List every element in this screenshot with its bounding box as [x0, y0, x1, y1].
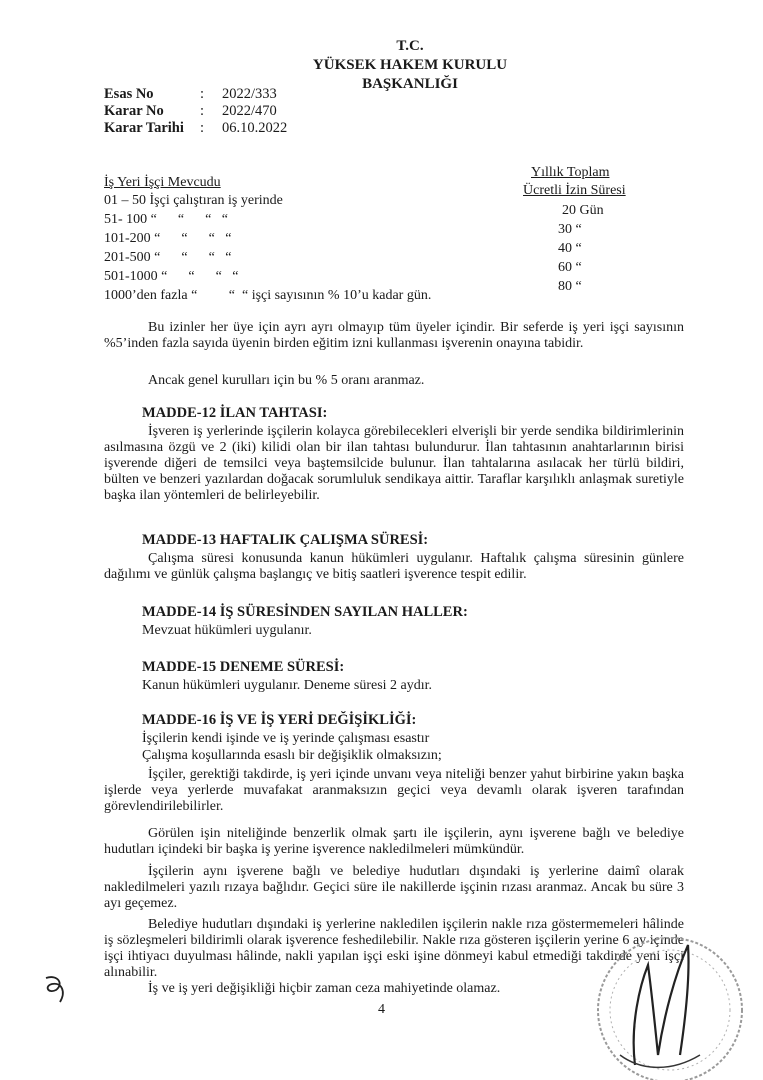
paragraph-education-leave: [104, 320, 684, 352]
table-row-days: 80 “: [558, 279, 582, 294]
paragraph-text: Bu izinler her üye için ayrı ayrı olmayıp tüm üyeler içindir. Bir seferde iş yeri işçi sayısının %5’inden fazla sayıda üyenin birden eğitim izni kullanması işverenin onayına tabidir.: [104, 320, 684, 351]
table-row-range: 101-200 “ “ “ “: [104, 231, 232, 246]
meta-karar: Karar No : 2022/470: [104, 103, 277, 119]
meta-esas-value: 2022/333: [222, 86, 277, 102]
table-row-days: 60 “: [558, 260, 582, 275]
paragraph-text: Ancak genel kurulları için bu % 5 oranı aranmaz.: [148, 373, 425, 388]
margin-initial-icon: [38, 972, 78, 1006]
table-row-range: 01 – 50 İşçi çalıştıran iş yerinde: [104, 193, 283, 208]
table-row-range: 501-1000 “ “ “ “: [104, 269, 239, 284]
paragraph-text: İşveren iş yerlerinde işçilerin kolayca görebilecekleri elverişli bir yerde sendika bildirimlerinin asılmasına özgü ve 2 (iki) kilidi olan bir ilan tahtası bulundurur. İlan tahtasının anahtarlarının birisi işverende diğeri de temsilci veya baştemsilcide bulunur. İlan tahtalarına asılacak her türlü bildiri, bülten ve benzeri yazılardan doğacak sorumluluk sendikaya aittir. Taraflar karşılıklı anlaşmak suretiyle başka ilan yöntemleri de belirleyebilir.: [104, 424, 684, 503]
meta-esas: Esas No : 2022/333: [104, 86, 277, 102]
article-12-text: [104, 424, 684, 504]
table-row-range: 51- 100 “ “ “ “: [104, 212, 229, 227]
paragraph-text: Görülen işin niteliğinde benzerlik olmak şartı ile işçilerin, aynı işverene bağlı ve belediye hudutları içindeki bir başka iş yerine işverence nakledilmeleri mümkündür.: [104, 826, 684, 857]
header-institution: YÜKSEK HAKEM KURULU: [312, 57, 508, 73]
paragraph-text: İşçiler, gerektiği takdirde, iş yeri içinde unvanı veya niteliği benzer yahut birbirine yakın başka işlerde veya yerlerde muvafakat aranmaksızın geçici veya devamlı olarak işveren tarafından görevlendirilebilirler.: [104, 767, 684, 814]
paragraph-text: İşçilerin aynı işverene bağlı ve belediye hudutları dışındaki iş yerlerine daimî olarak nakledilmeleri yazılı rızaya bağlıdır. Geçici süre ile nakillerde işçinin rızası aranmaz. Ancak bu süre 3 ayı geçemez.: [104, 864, 684, 911]
paragraph-text: Belediye hudutları dışındaki iş yerlerine nakledilen işçilerin nakle rıza göstermemeleri hâlinde iş sözleşmeleri bildirimli olarak işverence feshedilebilir. Nakle rıza gösteren işçilerin yerine 6 ay içinde işçi ihtiyacı duyulması hâlinde, nakli yapılan işçi eski işine dönmeyi kabul etmediği takdirde yeni işçi alınabilir.: [104, 917, 684, 980]
table-row-days: 40 “: [558, 241, 582, 256]
meta-tarih-value: 06.10.2022: [222, 120, 288, 136]
table-row-range: 1000’den fazla “ “ “ işçi sayısının % 10’u kadar gün.: [104, 288, 432, 303]
article-14-title: MADDE-14 İŞ SÜRESİNDEN SAYILAN HALLER:: [142, 604, 468, 620]
article-16-line-2: Çalışma koşullarında esaslı bir değişiklik olmaksızın;: [142, 748, 442, 763]
meta-karar-value: 2022/470: [222, 103, 277, 119]
table-right-header-2: Ücretli İzin Süresi: [523, 183, 626, 198]
article-13-text: [104, 551, 684, 583]
meta-tarih: Karar Tarihi : 06.10.2022: [104, 120, 288, 136]
table-left-header: İş Yeri İşçi Mevcudu: [104, 175, 221, 190]
table-row-days: 30 “: [558, 222, 582, 237]
table-row-days: 20 Gün: [562, 203, 604, 218]
meta-tarih-key: Karar Tarihi: [104, 120, 184, 136]
article-16-line-1: İşçilerin kendi işinde ve iş yerinde çalışması esastır: [142, 731, 430, 746]
article-12-title: MADDE-12 İLAN TAHTASI:: [142, 405, 328, 421]
meta-karar-key: Karar No: [104, 103, 164, 119]
meta-esas-key: Esas No: [104, 86, 154, 102]
article-16-para-2: [104, 826, 684, 858]
paragraph-general-assembly: [104, 373, 684, 389]
header-tc: T.C.: [396, 38, 424, 54]
paragraph-text: Çalışma süresi konusunda kanun hükümleri uygulanır. Haftalık çalışma süresinin günlere dağılımı ve günlük çalışma başlangıç ve bitiş saatleri işverence tespit edilir.: [104, 551, 684, 582]
article-14-text: Mevzuat hükümleri uygulanır.: [142, 623, 312, 638]
header-presidency: BAŞKANLIĞI: [362, 76, 458, 92]
page-number: 4: [378, 1002, 385, 1017]
article-16-title: MADDE-16 İŞ VE İŞ YERİ DEĞİŞİKLİĞİ:: [142, 712, 417, 728]
table-row-range: 201-500 “ “ “ “: [104, 250, 232, 265]
official-stamp-icon: [560, 905, 760, 1080]
article-13-title: MADDE-13 HAFTALIK ÇALIŞMA SÜRESİ:: [142, 532, 429, 548]
article-16-para-1: [104, 767, 684, 815]
paragraph-text: İş ve iş yeri değişikliği hiçbir zaman ceza mahiyetinde olamaz.: [148, 981, 501, 996]
article-15-title: MADDE-15 DENEME SÜRESİ:: [142, 659, 345, 675]
article-15-text: Kanun hükümleri uygulanır. Deneme süresi 2 aydır.: [142, 678, 433, 693]
table-right-header-1: Yıllık Toplam: [531, 165, 610, 180]
